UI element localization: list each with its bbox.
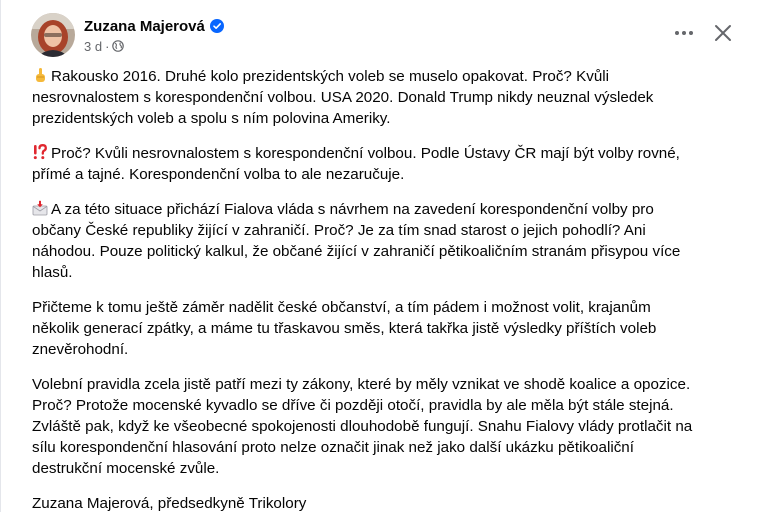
paragraph-text: Volební pravidla zcela jistě patří mezi ty zákony, které by měly vznikat ve shodě koalice a opozice. Proč? Protože mocenské kyvadlo se dříve či později otočí, pravidla by ale měla být stále stejná. Zvláště pak, když ke všeobecné spokojenosti dlouhodobě fungují. Snahu Fialovy vlády protlačit na sílu korespondenční hlasování proto nelze označit jinak než jako další ukázku pětikoaliční destrukční mocenské zvůle. <box>32 376 693 477</box>
meta-separator: · <box>105 38 110 54</box>
post-text <box>32 66 756 514</box>
post-signature: Zuzana Majerová, předsedkyně Trikolory <box>32 495 307 512</box>
more-options-button[interactable] <box>666 17 702 49</box>
globe-icon[interactable] <box>112 40 124 52</box>
post-header <box>31 12 224 58</box>
post-meta <box>84 37 224 55</box>
pointing-finger-icon <box>32 67 48 83</box>
post-paragraph-2 <box>32 143 756 185</box>
envelope-arrow-icon <box>32 200 48 216</box>
post-paragraph-1 <box>32 66 756 129</box>
exclamation-question-icon <box>32 144 48 160</box>
post-time[interactable]: 3 d <box>84 38 103 54</box>
verified-badge-icon <box>210 19 224 33</box>
paragraph-text: A za této situace přichází Fialova vláda s návrhem na zavedení korespondenční volby pro občany České republiky žijící v zahraničí. Proč? Je za tím snad starost o jejich pohodlí? Ani náhodou. Pouze politický kalkul, že občané žijící v zahraničí pětikoaličním stranám přisypou více hlasů. <box>32 201 681 281</box>
paragraph-text: Přičteme k tomu ještě záměr nadělit české občanství, a tím pádem i možnost volit, krajanům několik generací zpátky, a máme tu třaskavou směs, která takřka jistě výsledky příštích voleb znevěrohodní. <box>32 299 657 358</box>
avatar[interactable] <box>31 13 75 57</box>
author-info <box>84 15 224 55</box>
post-paragraph-5 <box>32 374 756 479</box>
name-row <box>84 15 224 37</box>
paragraph-text: Proč? Kvůli nesrovnalostem s korespondenční volbou. Podle Ústavy ČR mají být volby rovné, přímé a tajné. Korespondenční volba to ale nezaručuje. <box>32 145 680 183</box>
post-paragraph-3 <box>32 199 756 283</box>
author-name[interactable]: Zuzana Majerová <box>84 17 205 35</box>
post-paragraph-4 <box>32 297 756 360</box>
close-button[interactable] <box>705 15 741 51</box>
paragraph-text: Rakousko 2016. Druhé kolo prezidentských voleb se muselo opakovat. Proč? Kvůli nesrovnalostem s korespondenční volbou. USA 2020. Donald Trump nikdy neuznal výsledek prezidentských voleb a spolu s ním polovina Ameriky. <box>32 68 654 127</box>
close-icon <box>713 23 733 43</box>
more-options-icon <box>675 31 693 35</box>
